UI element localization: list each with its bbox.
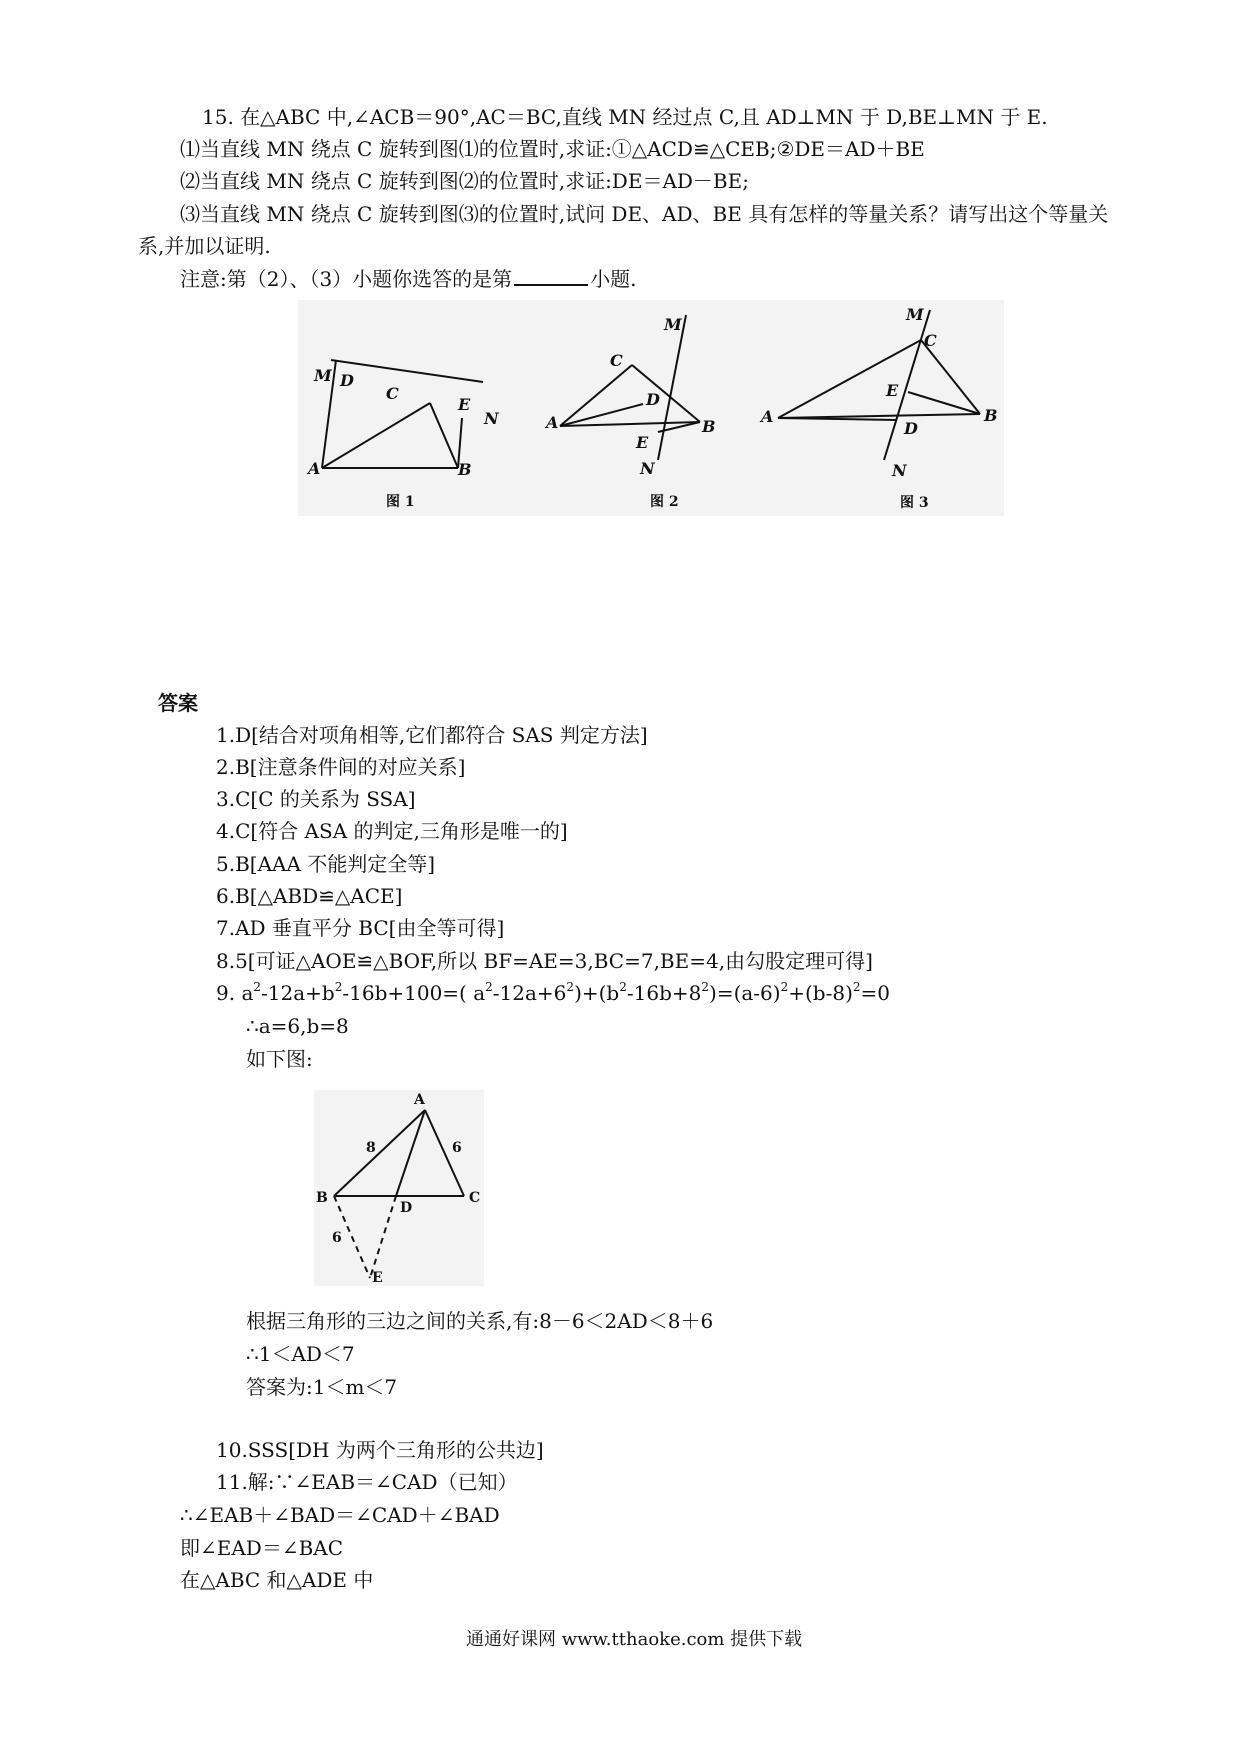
answer-item-1: 1.D[结合对项角相等,它们都符合 SAS 判定方法]: [216, 723, 648, 747]
answer-9-final: 答案为:1＜m＜7: [246, 1375, 398, 1399]
answer-9-as-below: 如下图:: [246, 1047, 313, 1071]
answer-item-4: 4.C[符合 ASA 的判定,三角形是唯一的]: [216, 819, 568, 843]
fig2-label-d: D: [646, 390, 660, 409]
eq-exp: 2: [780, 980, 789, 994]
fig3-caption: 图 3: [900, 495, 929, 511]
eq-exp: 2: [619, 980, 627, 994]
fig3-label-n: N: [892, 461, 907, 480]
fig1-side-ac: [322, 403, 430, 468]
q9-label-e: E: [372, 1270, 383, 1286]
q9-label-c: C: [469, 1190, 481, 1206]
q9-dashed-de: [370, 1196, 396, 1278]
answers-heading: 答案: [158, 691, 198, 715]
answer-item-6: 6.B[△ABD≌△ACE]: [216, 884, 403, 908]
answer-9-range: ∴1＜AD＜7: [246, 1342, 355, 1366]
q9-label-side-be: 6: [332, 1230, 342, 1246]
figure-2: [544, 315, 716, 510]
q9-label-b: B: [316, 1190, 328, 1206]
q9-label-a: A: [414, 1092, 425, 1108]
eq-text: +(b-8): [788, 981, 853, 1005]
fig2-side-ab: [560, 422, 700, 426]
answer-item-10: 10.SSS[DH 为两个三角形的公共边]: [216, 1438, 544, 1462]
fig3-label-c: C: [924, 331, 937, 350]
question-part-3-line-1: ⑶当直线 MN 绕点 C 旋转到图⑶的位置时,试问 DE、AD、BE 具有怎样的等量关系？请写出这个等量关: [180, 202, 1109, 226]
answer-item-3: 3.C[C 的关系为 SSA]: [216, 787, 416, 811]
eq-exp: 2: [334, 980, 343, 994]
answer-item-2: 2.B[注意条件间的对应关系]: [216, 755, 466, 779]
fig3-label-a: A: [761, 407, 774, 426]
eq-text: )+(b: [574, 981, 620, 1005]
fig1-side-cb: [430, 403, 458, 468]
fig2-caption: 图 2: [650, 494, 679, 510]
fig1-label-m: M: [314, 366, 332, 385]
fig3-label-e: E: [886, 381, 899, 400]
eq-text: -16b+100=( a: [342, 981, 486, 1005]
fig2-label-e: E: [636, 433, 649, 452]
fig2-line-mn: [658, 315, 686, 460]
fig3-label-d: D: [904, 419, 918, 438]
answer-11-line-3: 即∠EAD＝∠BAC: [180, 1536, 344, 1560]
eq-text: =0: [860, 981, 891, 1005]
fig2-label-b: B: [702, 417, 716, 436]
fig1-label-c: C: [386, 384, 399, 403]
fig2-label-n: N: [640, 459, 655, 478]
fig3-side-ab: [778, 414, 980, 418]
eq-exp: 2: [852, 980, 861, 994]
figure-1: [306, 360, 500, 510]
eq-text: -12a+6: [492, 981, 567, 1005]
fig3-seg-ad: [778, 418, 896, 420]
answer-item-5: 5.B[AAA 不能判定全等]: [216, 852, 436, 876]
eq-exp: 2: [253, 980, 262, 994]
fig2-label-m: M: [664, 315, 682, 334]
fig2-label-c: C: [610, 351, 623, 370]
q9-label-side-ab: 8: [366, 1140, 376, 1156]
eq-text: )=(a-6): [709, 981, 781, 1005]
answer-11-line-1: 11.解:∵∠EAB＝∠CAD（已知）: [216, 1470, 518, 1494]
fig1-label-a: A: [308, 459, 321, 478]
fig1-label-d: D: [340, 371, 354, 390]
question-part-2: ⑵当直线 MN 绕点 C 旋转到图⑵的位置时,求证:DE＝AD－BE;: [180, 169, 749, 193]
question-part-1: ⑴当直线 MN 绕点 C 旋转到图⑴的位置时,求证:①△ACD≌△CEB;②DE＝AD＋BE: [180, 137, 925, 161]
answer-item-9-equation: [216, 980, 890, 1006]
page-footer: 通通好课网 www.tthaoke.com 提供下载: [466, 1629, 803, 1650]
answer-11-line-4: 在△ABC 和△ADE 中: [180, 1568, 374, 1592]
fig1-caption: 图 1: [386, 494, 415, 510]
note-text-after: 小题.: [590, 267, 637, 291]
answer-item-8: 8.5[可证△AOE≌△BOF,所以 BF=AE=3,BC=7,BE=4,由勾股定理可得]: [216, 949, 873, 973]
eq-exp: 2: [566, 980, 575, 994]
fig1-label-e: E: [458, 395, 471, 414]
question-part-3-line-2: 系,并加以证明.: [138, 234, 271, 258]
eq-exp: 2: [485, 980, 493, 994]
eq-text: -16b+8: [626, 981, 702, 1005]
answer-11-line-2: ∴∠EAB＋∠BAD＝∠CAD＋∠BAD: [180, 1503, 500, 1527]
fig3-label-b: B: [984, 406, 998, 425]
fig3-label-m: M: [906, 305, 924, 324]
question-stem: 15. 在△ABC 中,∠ACB＝90°,AC＝BC,直线 MN 经过点 C,且 AD⊥MN 于 D,BE⊥MN 于 E.: [202, 105, 1048, 129]
fig3-seg-be: [908, 392, 980, 414]
eq-start: 9. a: [216, 981, 254, 1005]
fig1-label-n: N: [484, 409, 499, 428]
figures-svg: [298, 300, 1004, 516]
eq-exp: 2: [701, 980, 710, 994]
question-note: [180, 266, 637, 292]
eq-text: -12a+b: [261, 981, 335, 1005]
figures-panel: [298, 300, 1004, 516]
figure-3: [759, 305, 998, 511]
fig3-side-cb: [921, 340, 980, 414]
q9-figure-svg: [314, 1090, 484, 1286]
answer-item-7: 7.AD 垂直平分 BC[由全等可得]: [216, 916, 505, 940]
answer-9-therefore: ∴a=6,b=8: [246, 1014, 349, 1038]
fig2-label-a: A: [546, 413, 559, 432]
q9-figure-panel: [314, 1090, 484, 1286]
answer-9-relation: 根据三角形的三边之间的关系,有:8－6＜2AD＜8＋6: [246, 1309, 714, 1333]
note-text-before: 注意:第（2）、（3）小题你选答的是第: [180, 267, 513, 291]
q9-label-d: D: [400, 1200, 413, 1216]
fig1-label-b: B: [458, 460, 472, 479]
answer-blank: [514, 266, 588, 286]
q9-label-side-ac: 6: [452, 1140, 462, 1156]
